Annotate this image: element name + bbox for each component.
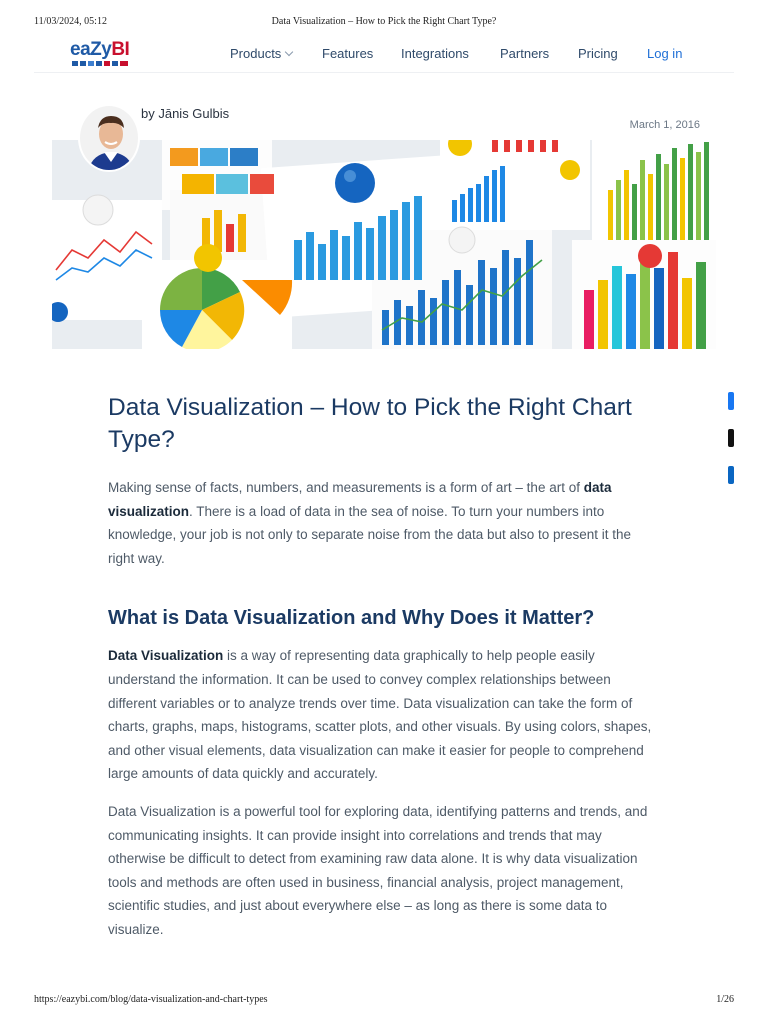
print-page-title: Data Visualization – How to Pick the Right Chart Type? bbox=[271, 16, 497, 27]
nav-features[interactable]: Features bbox=[322, 46, 374, 61]
hero-image bbox=[52, 140, 716, 349]
section-heading: What is Data Visualization and Why Does it Matter? bbox=[108, 607, 595, 630]
logo-wordmark: eaZyBI bbox=[70, 39, 130, 60]
linkedin-icon[interactable] bbox=[728, 466, 734, 484]
facebook-icon[interactable] bbox=[728, 392, 734, 410]
print-page-number: 1/26 bbox=[716, 994, 734, 1005]
nav-products[interactable]: Products bbox=[230, 46, 292, 61]
article-content bbox=[108, 392, 660, 956]
intro-paragraph: Making sense of facts, numbers, and measurements is a form of art – the art of data visualization. There is a load of data in the sea of noise. To turn your numbers into knowledge, your job is not only to separate noise from the data but also to present it the right way. bbox=[108, 480, 632, 566]
chevron-down-icon bbox=[285, 48, 293, 56]
article-title: Data Visualization – How to Pick the Right Chart Type? bbox=[108, 394, 632, 453]
section-paragraph-2: Data Visualization is a powerful tool for exploring data, identifying patterns and trends, and communicating insights. It can provide insight into correlations and trends that may otherwise be difficult to detect from examining raw data alone. It is why data visualization tools and methods are often used in business, financial analysis, project management, scientific studies, and just about everywhere else – as long as there is some data to visualize. bbox=[108, 803, 648, 937]
post-date: March 1, 2016 bbox=[629, 119, 700, 131]
post-author[interactable]: by Jānis Gulbis bbox=[141, 106, 230, 121]
nav-login[interactable]: Log in bbox=[647, 46, 683, 61]
intro-bold-term: data visualization bbox=[108, 480, 612, 519]
print-datetime: 11/03/2024, 05:12 bbox=[34, 16, 107, 27]
eazybi-logo[interactable] bbox=[70, 40, 132, 68]
x-icon[interactable] bbox=[728, 429, 734, 447]
paragraph-bold-term: Data Visualization bbox=[108, 648, 224, 664]
nav-integrations[interactable]: Integrations bbox=[401, 46, 469, 61]
nav-pricing[interactable]: Pricing bbox=[578, 46, 618, 61]
section-paragraph-1: Data Visualization is a way of representing data graphically to help people easily understand the information. It can be used to convey complex relationships between different variables or to analyze trends over time. Data visualization can take the form of charts, graphs, maps, histograms, scatter plots, and other visuals. By using colors, shapes, and other visual elements, data visualization can make it easier for people to comprehend large amounts of data quickly and accurately. bbox=[108, 648, 652, 782]
header-divider bbox=[34, 72, 734, 73]
author-avatar bbox=[78, 104, 140, 172]
print-header bbox=[34, 16, 734, 30]
print-footer bbox=[34, 994, 734, 1008]
print-url: https://eazybi.com/blog/data-visualization-and-chart-types bbox=[34, 994, 268, 1005]
nav-partners[interactable]: Partners bbox=[500, 46, 550, 61]
